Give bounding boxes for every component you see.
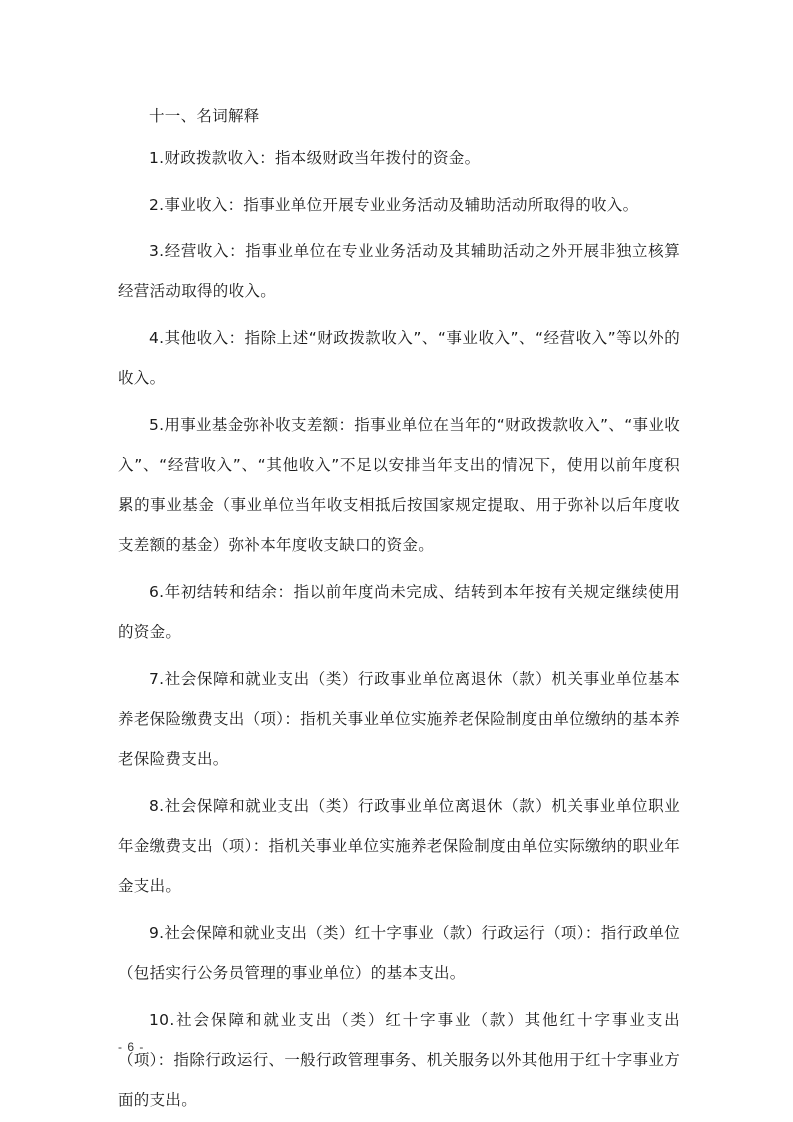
definition-paragraph-1: 1.财政拨款收入：指本级财政当年拨付的资金。	[149, 149, 481, 167]
definition-paragraph-2: 2.事业收入：指事业单位开展专业业务活动及辅助活动所取得的收入。	[149, 196, 639, 214]
definition-paragraph-3: 3.经营收入：指事业单位在专业业务活动及其辅助活动之外开展非独立核算经营活动取得的收入。	[118, 242, 680, 300]
page-number: - 6 -	[118, 1040, 145, 1054]
definition-paragraph-5: 5.用事业基金弥补收支差额：指事业单位在当年的“财政拨款收入”、“事业收入”、“经营收入”、“其他收入”不足以安排当年支出的情况下，使用以前年度积累的事业基金（事业单位当年收支相抵后按国家规定提取、用于弥补以后年度收支差额的基金）弥补本年度收支缺口的资金。	[118, 416, 680, 554]
definition-paragraph-7: 7.社会保障和就业支出（类）行政事业单位离退休（款）机关事业单位基本养老保险缴费支出（项）：指机关事业单位实施养老保险制度由单位缴纳的基本养老保险费支出。	[118, 670, 680, 768]
definition-paragraph-6: 6.年初结转和结余：指以前年度尚未完成、结转到本年按有关规定继续使用的资金。	[118, 583, 680, 641]
document-body	[118, 96, 680, 1120]
definition-paragraph-9: 9.社会保障和就业支出（类）红十字事业（款）行政运行（项）：指行政单位（包括实行公务员管理的事业单位）的基本支出。	[118, 924, 680, 982]
definition-paragraph-10: 10.社会保障和就业支出（类）红十字事业（款）其他红十字事业支出（项）：指除行政运行、一般行政管理事务、机关服务以外其他用于红十字事业方面的支出。	[118, 1011, 680, 1109]
definition-paragraph-4: 4.其他收入：指除上述“财政拨款收入”、“事业收入”、“经营收入”等以外的收入。	[118, 329, 680, 387]
section-heading: 十一、名词解释	[149, 107, 260, 125]
definition-paragraph-8: 8.社会保障和就业支出（类）行政事业单位离退休（款）机关事业单位职业年金缴费支出（项）：指机关事业单位实施养老保险制度由单位实际缴纳的职业年金支出。	[118, 797, 680, 895]
